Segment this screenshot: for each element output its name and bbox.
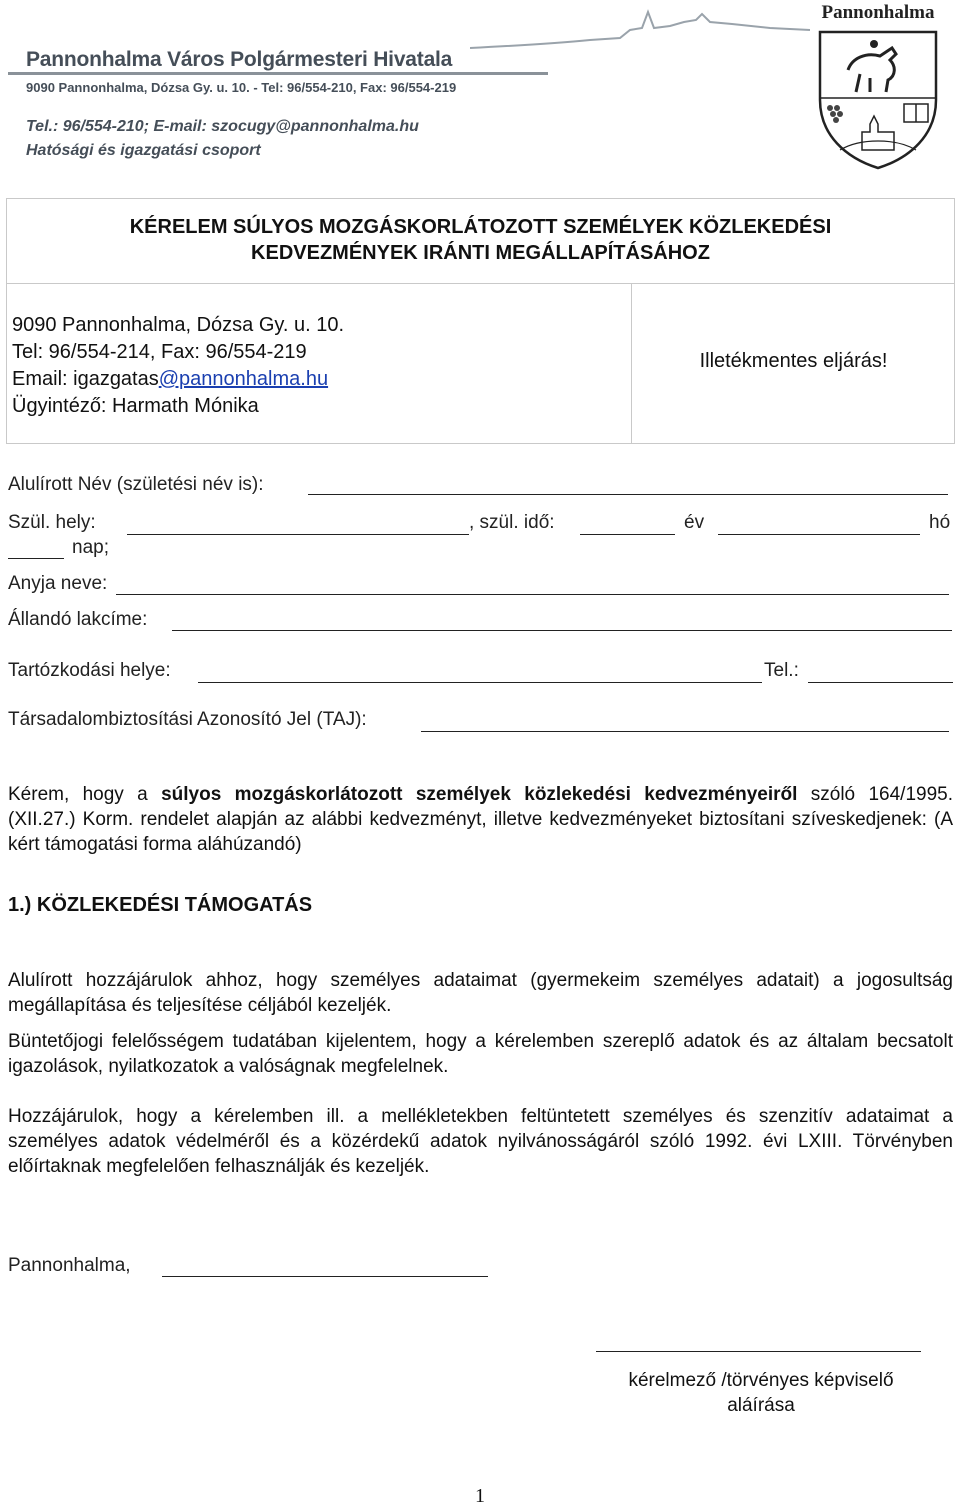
signature-label xyxy=(596,1368,926,1418)
consent-paragraph: Alulírott hozzájárulok ahhoz, hogy személyes adataimat (gyermekeim személyes adatait) a jogosultság megállapítása és teljesítése céljából kezeljék. xyxy=(8,970,953,1016)
fee-notice: Illetékmentes eljárás! xyxy=(699,350,888,372)
office-contact: Tel.: 96/554-210; E-mail: szocugy@pannonhalma.hu xyxy=(26,118,419,135)
birth-month-field[interactable] xyxy=(718,534,920,535)
signature-label-line1: kérelmező /törvényes képviselő xyxy=(628,1370,894,1391)
form-title xyxy=(6,214,955,266)
section-title: 1.) KÖZLEKEDÉSI TÁMOGATÁS xyxy=(8,894,313,916)
criminal-liability-paragraph: Büntetőjogi felelősségem tudatában kijelentem, hogy a kérelemben szereplő adatok és az általam becsatolt igazolások, nyilatkozatok a valóságnak megfelelnek. xyxy=(8,1031,953,1077)
birthplace-label: Szül. hely: xyxy=(8,512,96,533)
request-text-2: szóló 164/1995. (XII.27.) Korm. rendelet alapján az alábbi kedvezményt, illetve kedvezményeket biztosítani szíveskedjenek: (A kért támogatási forma aláhúzandó) xyxy=(8,784,953,855)
taj-field[interactable] xyxy=(421,731,949,732)
crest-shield-icon xyxy=(800,0,956,172)
birthplace-field[interactable] xyxy=(127,534,469,535)
town-crest xyxy=(800,0,956,172)
birthdate-label: , szül. idő: xyxy=(469,512,555,533)
letterhead-rule xyxy=(8,72,548,75)
residence-field[interactable] xyxy=(198,682,762,683)
place-label: Pannonhalma, xyxy=(8,1255,131,1276)
contact-address: 9090 Pannonhalma, Dózsa Gy. u. 10. xyxy=(12,314,345,336)
signature-label-line2: aláírása xyxy=(727,1395,795,1416)
office-address: 9090 Pannonhalma, Dózsa Gy. u. 10. - Tel: 96/554-210, Fax: 96/554-219 xyxy=(26,80,457,95)
residence-label: Tartózkodási helye: xyxy=(8,660,171,681)
mother-name-field[interactable] xyxy=(116,594,949,595)
header-divider xyxy=(6,283,955,284)
address-label: Állandó lakcíme: xyxy=(8,609,148,630)
taj-label: Társadalombiztosítási Azonosító Jel (TAJ): xyxy=(8,709,367,730)
name-label: Alulírott Név (születési név is): xyxy=(8,474,264,495)
tel-label: Tel.: xyxy=(764,660,799,681)
mother-label: Anyja neve: xyxy=(8,573,108,594)
crest-name: Pannonhalma xyxy=(821,2,935,23)
date-field[interactable] xyxy=(162,1276,488,1277)
day-label: nap; xyxy=(72,537,109,558)
address-field[interactable] xyxy=(172,630,952,631)
tel-field[interactable] xyxy=(808,682,953,683)
skyline-decoration xyxy=(470,0,810,100)
year-label: év xyxy=(684,512,705,533)
page-number: 1 xyxy=(475,1485,485,1507)
name-field[interactable] xyxy=(308,494,948,495)
request-text-bold: súlyos mozgáskorlátozott személyek közlekedési kedvezményeiről xyxy=(161,784,798,805)
data-protection-paragraph: Hozzájárulok, hogy a kérelemben ill. a mellékletekben feltüntetett személyes és szenzitív adataimat a személyes adatok védelméről és a közérdekű adatok nyilvánosságáról szóló 1992. évi LXIII. Törvényben előírtaknak megfelelően felhasználják és kezeljék. xyxy=(8,1106,953,1177)
contact-block xyxy=(12,312,344,420)
clerk-name: Ügyintéző: Harmath Mónika xyxy=(12,395,259,417)
office-group: Hatósági és igazgatási csoport xyxy=(26,142,261,159)
birth-day-field[interactable] xyxy=(8,558,64,559)
signature-line[interactable] xyxy=(596,1351,921,1352)
contact-email xyxy=(12,366,344,393)
form-title-line1: KÉRELEM SÚLYOS MOZGÁSKORLÁTOZOTT SZEMÉLYEK KÖZLEKEDÉSI xyxy=(129,216,832,238)
birth-year-field[interactable] xyxy=(580,534,675,535)
email-link[interactable]: @pannonhalma.hu xyxy=(158,368,329,390)
request-text-1: Kérem, hogy a xyxy=(8,784,162,805)
form-title-line2: KEDVEZMÉNYEK IRÁNTI MEGÁLLAPÍTÁSÁHOZ xyxy=(251,242,710,264)
contact-phone: Tel: 96/554-214, Fax: 96/554-219 xyxy=(12,341,307,363)
month-label: hó xyxy=(929,512,951,533)
email-prefix: Email: igazgatas xyxy=(12,368,159,390)
office-name: Pannonhalma Város Polgármesteri Hivatala xyxy=(26,48,453,71)
request-paragraph xyxy=(8,782,953,857)
